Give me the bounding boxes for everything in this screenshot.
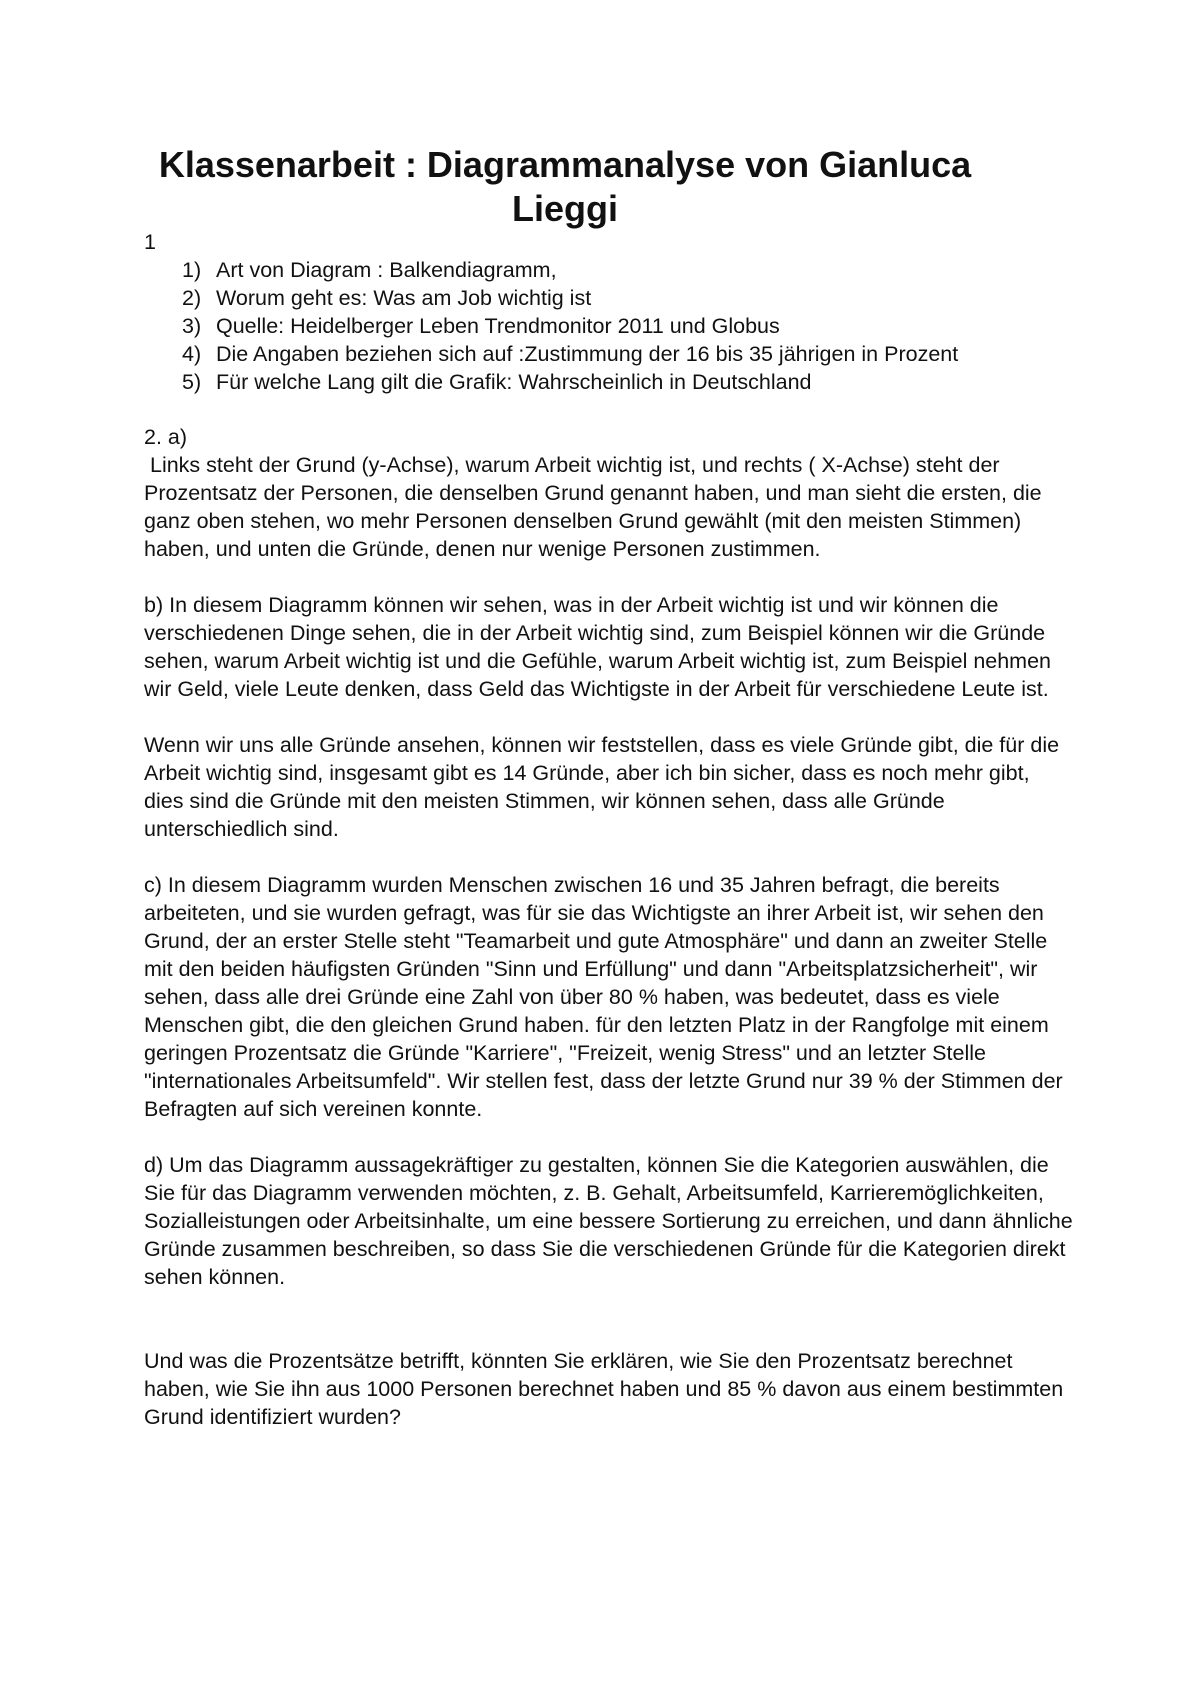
list-item-text: Quelle: Heidelberger Leben Trendmonitor 2011 und Globus: [216, 314, 780, 338]
list-marker: 2): [182, 286, 202, 310]
spacer: [144, 1123, 1074, 1151]
section-2a-label: 2. a): [144, 425, 188, 449]
list-marker: 1): [182, 258, 202, 282]
list-item-text: Art von Diagram : Balkendiagramm,: [216, 258, 557, 282]
list-item-text: Die Angaben beziehen sich auf :Zustimmung der 16 bis 35 jährigen in Prozent: [216, 342, 959, 366]
spacer: [144, 1291, 1074, 1347]
spacer: [144, 396, 1074, 423]
paragraph-2c: c) In diesem Diagramm wurden Menschen zwischen 16 und 35 Jahren befragt, die bereits arbeiteten, und sie wurden gefragt, was für sie das Wichtigste an ihrer Arbeit ist, wir sehen den Grund, der an erster Stelle steht "Teamarbeit und gute Atmosphäre" und dann an zweiter Stelle mit den beiden häufigsten Gründen "Sinn und Erfüllung" und dann "Arbeitsplatzsicherheit", wir sehen, dass alle drei Gründe eine Zahl von über 80 % haben, was bedeutet, dass es viele Menschen gibt, die den gleichen Grund haben. für den letzten Platz in der Rangfolge mit einem geringen Prozentsatz die Gründe "Karriere", "Freizeit, wenig Stress" und an letzter Stelle "internationales Arbeitsumfeld". Wir stellen fest, dass der letzte Grund nur 39 % der Stimmen der Befragten auf sich vereinen konnte.: [144, 873, 1063, 1121]
paragraph-2a: Links steht der Grund (y-Achse), warum Arbeit wichtig ist, und rechts ( X-Achse) steht der Prozentsatz der Personen, die denselben Grund genannt haben, und man sieht die ersten, die ganz oben stehen, wo mehr Personen denselben Grund gewählt (mit den meisten Stimmen) haben, und unten die Gründe, denen nur wenige Personen zustimmen.: [144, 453, 1048, 561]
paragraph-2b: b) In diesem Diagramm können wir sehen, was in der Arbeit wichtig ist und wir können die verschiedenen Dinge sehen, die in der Arbeit wichtig sind, zum Beispiel können wir die Gründe sehen, warum Arbeit wichtig ist und die Gefühle, warum Arbeit wichtig ist, zum Beispiel nehmen wir Geld, viele Leute denken, dass Geld das Wichtigste in der Arbeit für verschiedene Leute ist.: [144, 593, 1052, 701]
list-item: [144, 312, 1074, 340]
list-marker: 5): [182, 370, 202, 394]
spacer: [144, 563, 1074, 591]
list-marker: 3): [182, 314, 202, 338]
document-title: Klassenarbeit : Diagrammanalyse von Gianluca Lieggi: [158, 144, 972, 229]
list-marker: 4): [182, 342, 202, 366]
list-item-text: Für welche Lang gilt die Grafik: Wahrscheinlich in Deutschland: [216, 370, 812, 394]
list-item: [144, 256, 1074, 284]
section-1-label: 1: [144, 230, 156, 254]
list-item-text: Worum geht es: Was am Job wichtig ist: [216, 286, 592, 310]
spacer: [144, 703, 1074, 731]
spacer: [144, 843, 1074, 871]
document-body: [144, 228, 1074, 1431]
list-item: [144, 368, 1074, 396]
question-1-list: [144, 256, 1074, 396]
paragraph-2b-continued: Wenn wir uns alle Gründe ansehen, können wir feststellen, dass es viele Gründe gibt, die für die Arbeit wichtig sind, insgesamt gibt es 14 Gründe, aber ich bin sicher, dass es noch mehr gibt, dies sind die Gründe mit den meisten Stimmen, wir können sehen, dass alle Gründe unterschiedlich sind.: [144, 733, 1060, 841]
list-item: [144, 340, 1074, 368]
paragraph-2d: d) Um das Diagramm aussagekräftiger zu gestalten, können Sie die Kategorien auswählen, die Sie für das Diagramm verwenden möchten, z. B. Gehalt, Arbeitsumfeld, Karrieremöglichkeiten, Sozialleistungen oder Arbeitsinhalte, um eine bessere Sortierung zu erreichen, und dann ähnliche Gründe zusammen beschreiben, so dass Sie die verschiedenen Gründe für die Kategorien direkt sehen können.: [144, 1153, 1073, 1289]
paragraph-final: Und was die Prozentsätze betrifft, könnten Sie erklären, wie Sie den Prozentsatz berechnet haben, wie Sie ihn aus 1000 Personen berechnet haben und 85 % davon aus einem bestimmten Grund identifiziert wurden?: [144, 1349, 1064, 1429]
list-item: [144, 284, 1074, 312]
